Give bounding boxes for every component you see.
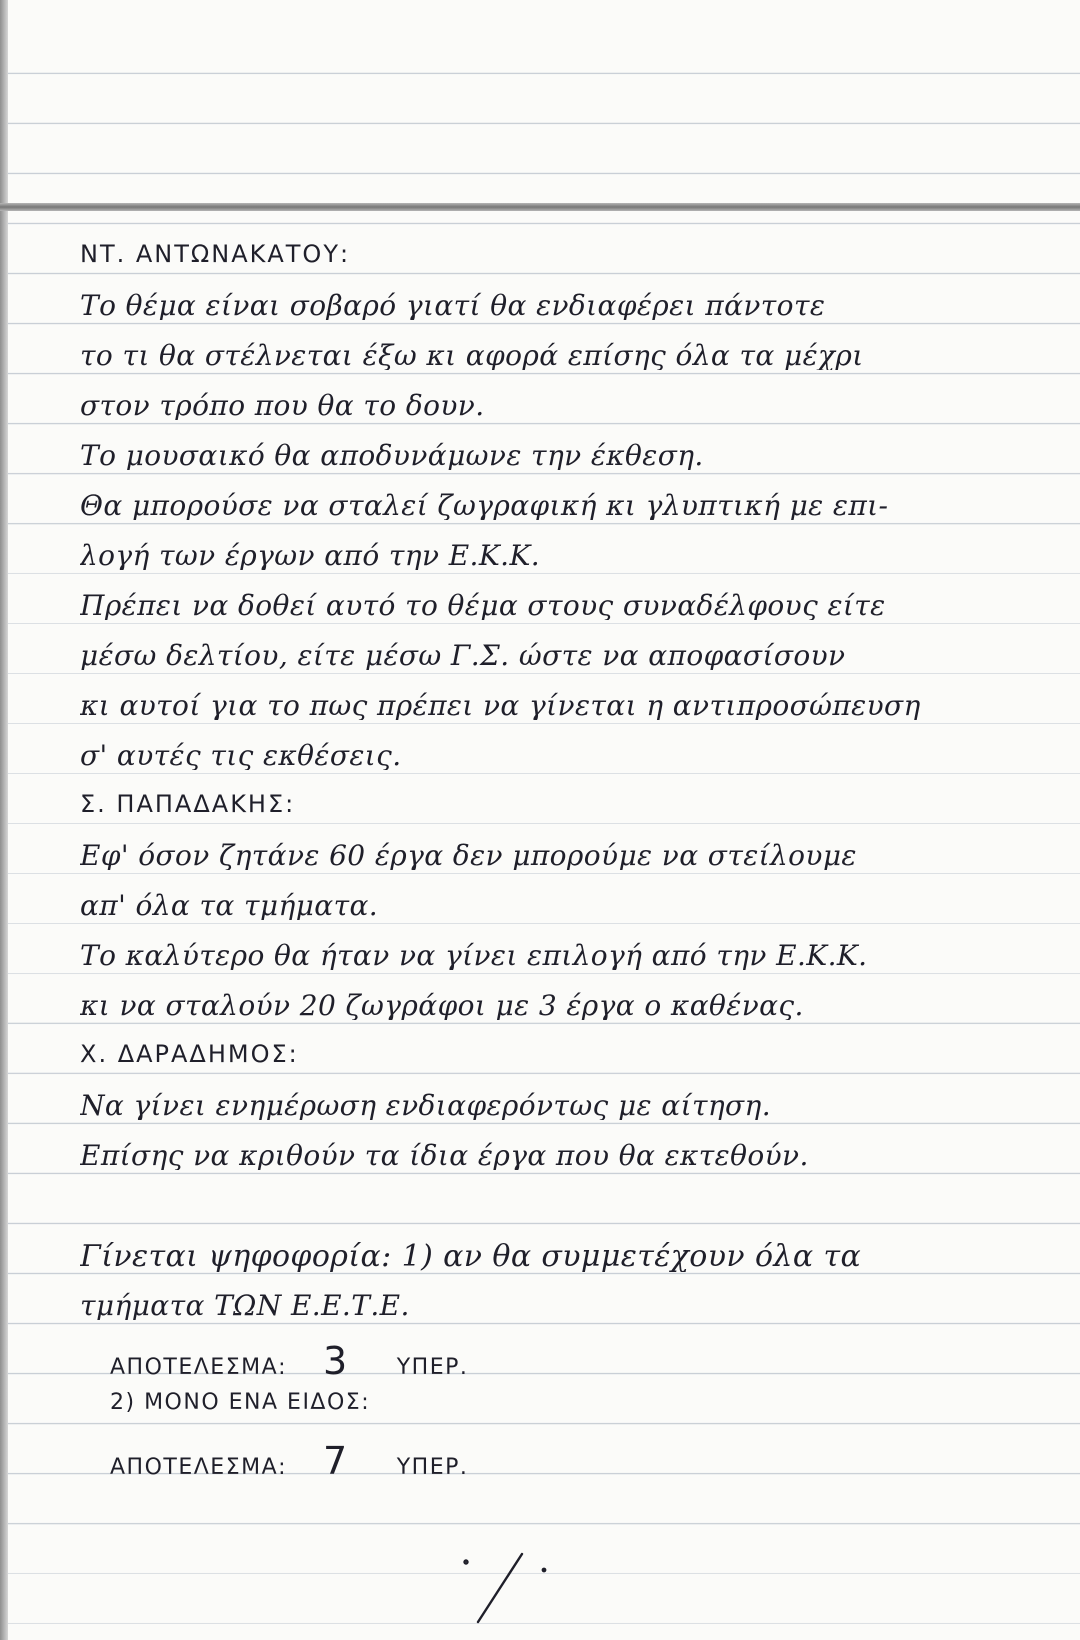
ink-dot: [465, 1561, 468, 1564]
text-line-10: σ' αυτές τις εκθέσεις.: [80, 742, 402, 770]
text-line-1: Το θέμα είναι σοβαρό γιατί θα ενδιαφέρει πάντοτε: [80, 292, 826, 320]
text-line-5: Θα μπορούσε να σταλεί ζωγραφική κι γλυπτική με επι-: [80, 492, 889, 520]
result-2-value: 7: [323, 1442, 349, 1480]
vote-line-1: Γίνεται ψηφοφορία: 1) αν θα συμμετέχουν όλα τα: [80, 1242, 862, 1272]
text-line-11: Εφ' όσον ζητάνε 60 έργα δεν μπορούμε να στείλουμε: [80, 842, 857, 870]
vote-result-1: [110, 1342, 1070, 1380]
slash-stroke: [478, 1554, 522, 1622]
text-line-9: κι αυτοί για το πως πρέπει να γίνεται η αντιπροσώπευση: [80, 692, 921, 720]
text-line-15: Να γίνει ενημέρωση ενδιαφερόντως με αίτηση.: [80, 1092, 772, 1120]
vote-line-2: τμήματα ΤΩΝ Ε.Ε.Τ.Ε.: [80, 1292, 410, 1320]
top-header-rule: [0, 203, 1080, 211]
speaker-antonakatou: ΝΤ. ΑΝΤΩΝΑΚΑΤΟΥ:: [80, 242, 351, 266]
text-line-13: Το καλύτερο θα ήταν να γίνει επιλογή από την Ε.Κ.Κ.: [80, 942, 868, 970]
text-line-4: Το μουσαικό θα αποδυνάμωνε την έκθεση.: [80, 442, 704, 470]
text-line-16: Επίσης να κριθούν τα ίδια έργα που θα εκτεθούν.: [80, 1142, 809, 1170]
result-2-unit: ΥΠΕΡ.: [396, 1455, 469, 1480]
page-binding-edge: [0, 0, 8, 1640]
result-1-label: ΑΠΟΤΕΛΕΣΜΑ:: [110, 1355, 288, 1380]
vote-option-2: 2) ΜΟΝΟ ΕΝΑ ΕΙΔΟΣ:: [110, 1392, 371, 1414]
speaker-papadakis: Σ. ΠΑΠΑΔΑΚΗΣ:: [80, 792, 296, 816]
speaker-daradimos: Χ. ΔΑΡΑΔΗΜΟΣ:: [80, 1042, 299, 1066]
text-line-2: το τι θα στέλνεται έξω κι αφορά επίσης όλα τα μέχρι: [80, 342, 864, 370]
text-line-8: μέσω δελτίου, είτε μέσω Γ.Σ. ώστε να αποφασίσουν: [80, 642, 846, 670]
result-2-label: ΑΠΟΤΕΛΕΣΜΑ:: [110, 1455, 288, 1480]
text-line-3: στον τρόπο που θα το δουν.: [80, 392, 485, 420]
result-1-unit: ΥΠΕΡ.: [396, 1355, 469, 1380]
text-line-7: Πρέπει να δοθεί αυτό το θέμα στους συναδέλφους είτε: [80, 592, 886, 620]
result-1-value: 3: [323, 1342, 349, 1380]
ink-dot-small: [543, 1569, 545, 1571]
text-line-6: λογή των έργων από την Ε.Κ.Κ.: [80, 542, 541, 570]
text-line-14: κι να σταλούν 20 ζωγράφοι με 3 έργα ο καθένας.: [80, 992, 804, 1020]
end-of-minutes-slash-mark: [460, 1548, 550, 1628]
text-line-12: απ' όλα τα τμήματα.: [80, 892, 379, 920]
vote-result-2: [110, 1442, 1070, 1480]
